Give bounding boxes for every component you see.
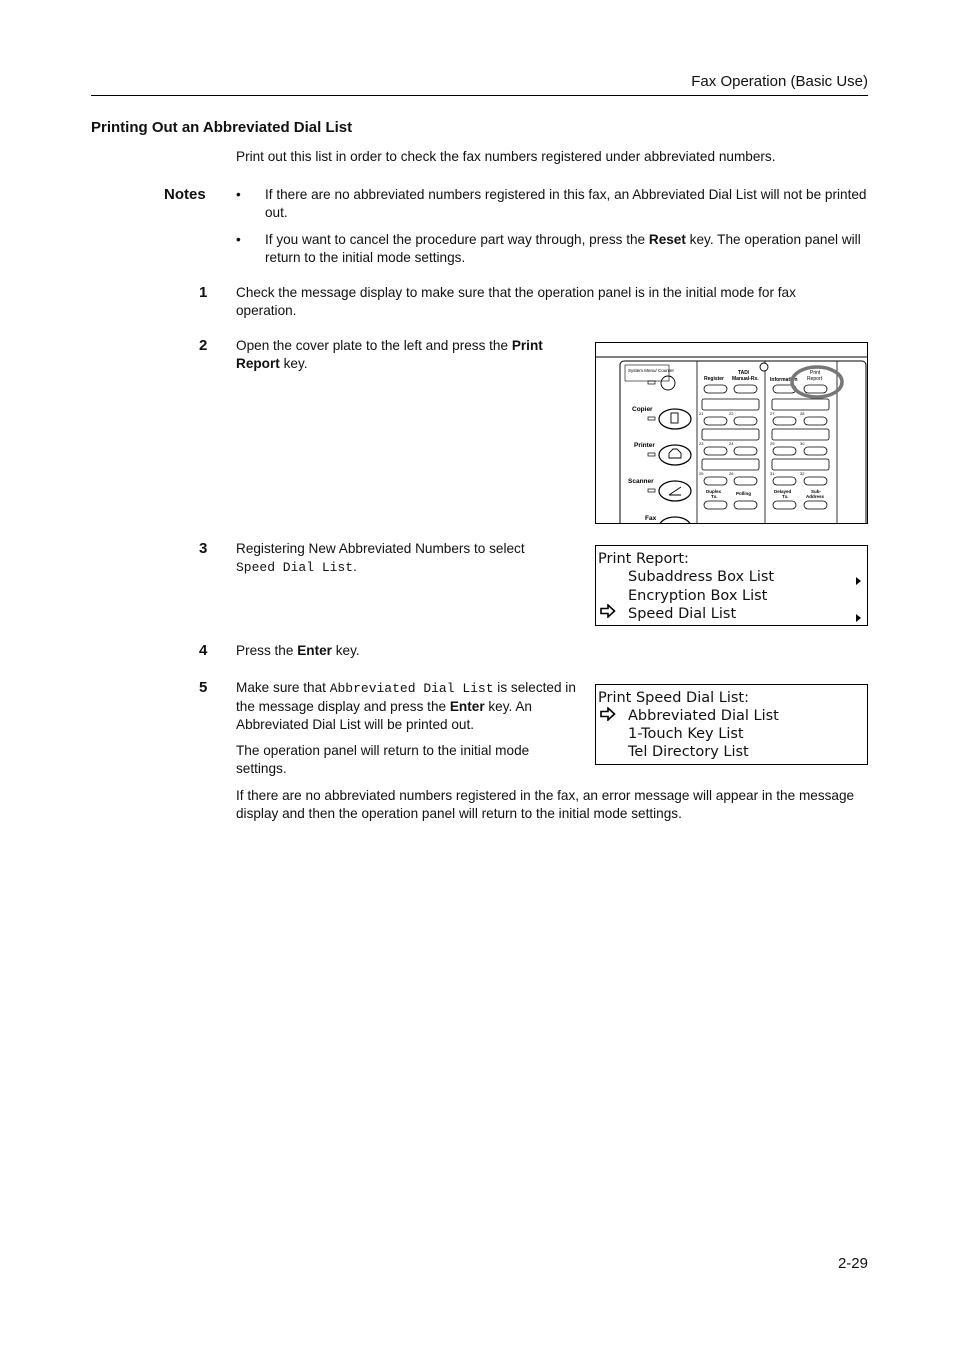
section-title: Printing Out an Abbreviated Dial List <box>91 119 353 136</box>
svg-text:Polling: Polling <box>736 491 751 496</box>
intro-paragraph: Print out this list in order to check the fax numbers registered under abbreviated numbers. <box>236 149 776 164</box>
submenu-arrow-icon <box>856 577 861 585</box>
note-bullet-2: • <box>236 232 241 247</box>
printer-label: Printer <box>634 442 655 449</box>
notes-label: Notes <box>164 186 206 203</box>
selection-cursor-icon <box>600 604 616 624</box>
svg-text:Tx.: Tx. <box>782 494 789 499</box>
svg-text:32: 32 <box>800 471 805 476</box>
screen-title: Print Speed Dial List: <box>598 690 749 706</box>
print-report-display <box>595 545 868 626</box>
step-2-number: 2 <box>199 337 208 354</box>
step-3-text: Registering New Abbreviated Numbers to select Speed Dial List. <box>236 541 525 575</box>
header-rule <box>91 95 868 96</box>
running-header: Fax Operation (Basic Use) <box>691 73 868 90</box>
fax-label: Fax <box>645 515 657 522</box>
menu-option-speed-dial-list: Speed Dial List <box>628 606 737 622</box>
svg-text:31: 31 <box>770 471 775 476</box>
selection-cursor-icon <box>600 707 616 727</box>
system-menu-label: System Menu/ Counter <box>628 368 675 373</box>
svg-text:26: 26 <box>729 471 734 476</box>
step-4-text: Press the Enter key. <box>236 643 360 658</box>
svg-text:Tx.: Tx. <box>711 494 718 499</box>
svg-text:Sub-: Sub- <box>811 489 821 494</box>
information-label: Information <box>770 377 798 383</box>
svg-text:28: 28 <box>800 411 805 416</box>
submenu-arrow-icon <box>856 614 861 622</box>
step-5-number: 5 <box>199 679 208 696</box>
step-1-number: 1 <box>199 284 208 301</box>
step-1-text: Check the message display to make sure that the operation panel is in the initial mode for fax operation. <box>236 285 796 318</box>
register-label: Register <box>704 376 725 382</box>
system-menu-key-icon <box>661 376 675 390</box>
note-item-2: If you want to cancel the procedure part way through, press the Reset key. The operation panel will return to the initial mode settings. <box>265 232 861 265</box>
menu-option-subaddress-box-list: Subaddress Box List <box>628 569 775 585</box>
svg-text:Address: Address <box>806 494 825 499</box>
operation-panel-illustration <box>596 343 867 523</box>
step-3-number: 3 <box>199 540 208 557</box>
step-5-note-1: The operation panel will return to the initial mode settings. <box>236 743 530 776</box>
menu-option-encryption-box-list: Encryption Box List <box>628 588 768 604</box>
svg-text:Delayed: Delayed <box>774 489 792 494</box>
printer-key-icon <box>659 445 691 465</box>
svg-text:24: 24 <box>729 441 734 446</box>
menu-option-tel-directory-list: Tel Directory List <box>628 744 749 760</box>
menu-option-one-touch-key-list: 1-Touch Key List <box>628 726 744 742</box>
print-report-key-icon <box>804 385 827 393</box>
print-report-label-1: Print <box>810 370 821 376</box>
step-5-text: Make sure that Abbreviated Dial List is selected in the message display and press the Enter key. An Abbreviated Dial List will be printed out. <box>236 680 576 732</box>
svg-text:27: 27 <box>770 411 775 416</box>
page-number: 2-29 <box>837 1255 868 1272</box>
step-5-note-2: If there are no abbreviated numbers registered in the fax, an error message will appear in the message display and then the operation panel will return to the initial mode settings. <box>236 788 855 821</box>
print-report-label-2: Report <box>807 376 823 382</box>
svg-text:25: 25 <box>699 471 704 476</box>
scanner-label: Scanner <box>628 478 654 485</box>
copier-key-icon <box>659 409 691 429</box>
svg-text:23: 23 <box>699 441 704 446</box>
note-bullet-1: • <box>236 187 241 202</box>
manual-rx-label: Manual-Rx. <box>732 376 759 382</box>
operation-panel-figure <box>595 342 868 524</box>
svg-text:22: 22 <box>729 411 734 416</box>
svg-text:29: 29 <box>770 441 775 446</box>
note-item-1: If there are no abbreviated numbers registered in this fax, an Abbreviated Dial List will not be printed out. <box>265 187 867 220</box>
svg-text:21: 21 <box>699 411 704 416</box>
screen-title: Print Report: <box>598 551 689 567</box>
print-speed-dial-list-display <box>595 684 868 765</box>
copier-label: Copier <box>632 406 653 413</box>
tad-label: TAD/ <box>738 370 750 376</box>
step-4-number: 4 <box>199 642 208 659</box>
svg-text:Duplex: Duplex <box>706 489 722 494</box>
svg-text:30: 30 <box>800 441 805 446</box>
menu-option-abbreviated-dial-list: Abbreviated Dial List <box>628 708 779 724</box>
step-2-text: Open the cover plate to the left and press the Print Report key. <box>236 338 543 371</box>
